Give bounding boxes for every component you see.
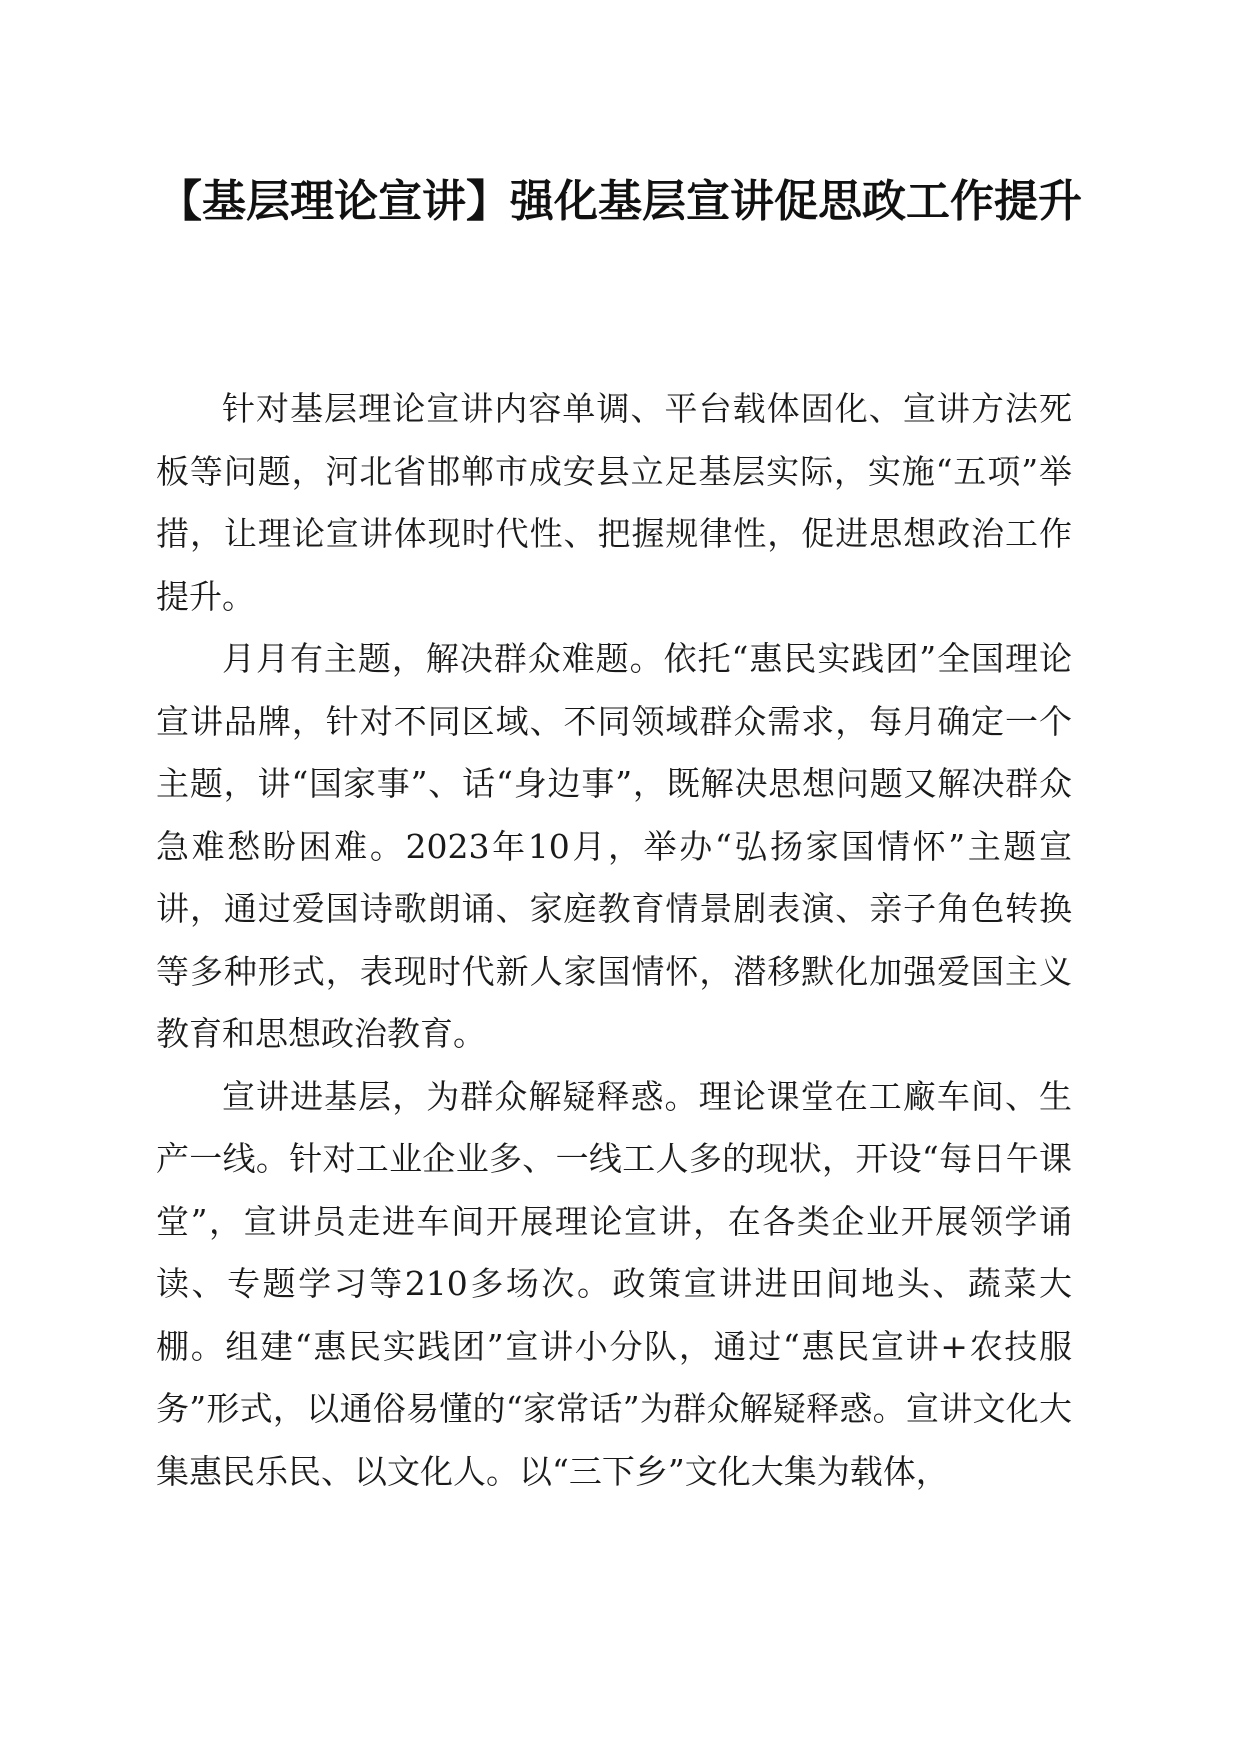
- paragraph-grassroots: 宣讲进基层，为群众解疑释惑。理论课堂在工廠车间、生产一线。针对工业企业多、一线工人多的现状，开设“每日午课堂”，宣讲员走进车间开展理论宣讲，在各类企业开展领学诵读、专题学习等210多场次。政策宣讲进田间地头、蔬菜大棚。组建“惠民实践团”宣讲小分队，通过“惠民宣讲+农技服务”形式，以通俗易懂的“家常话”为群众解疑释惑。宣讲文化大集惠民乐民、以文化人。以“三下乡”文化大集为载体，: [156, 1076, 1072, 1491]
- document-title: 【基层理论宣讲】强化基层宣讲促思政工作提升: [158, 176, 1082, 227]
- paragraph-intro: 针对基层理论宣讲内容单调、平台载体固化、宣讲方法死板等问题，河北省邯郸市成安县立足基层实际，实施“五项”举措，让理论宣讲体现时代性、把握规律性，促进思想政治工作提升。: [156, 389, 1072, 616]
- document-body: [156, 378, 1072, 1503]
- paragraph-monthly-theme: 月月有主题，解决群众难题。依托“惠民实践团”全国理论宣讲品牌，针对不同区域、不同领域群众需求，每月确定一个主题，讲“国家事”、话“身边事”，既解决思想问题又解决群众急难愁盼困难。2023年10月，举办“弘扬家国情怀”主题宣讲，通过爱国诗歌朗诵、家庭教育情景剧表演、亲子角色转换等多种形式，表现时代新人家国情怀，潜移默化加强爱国主义教育和思想政治教育。: [156, 639, 1072, 1053]
